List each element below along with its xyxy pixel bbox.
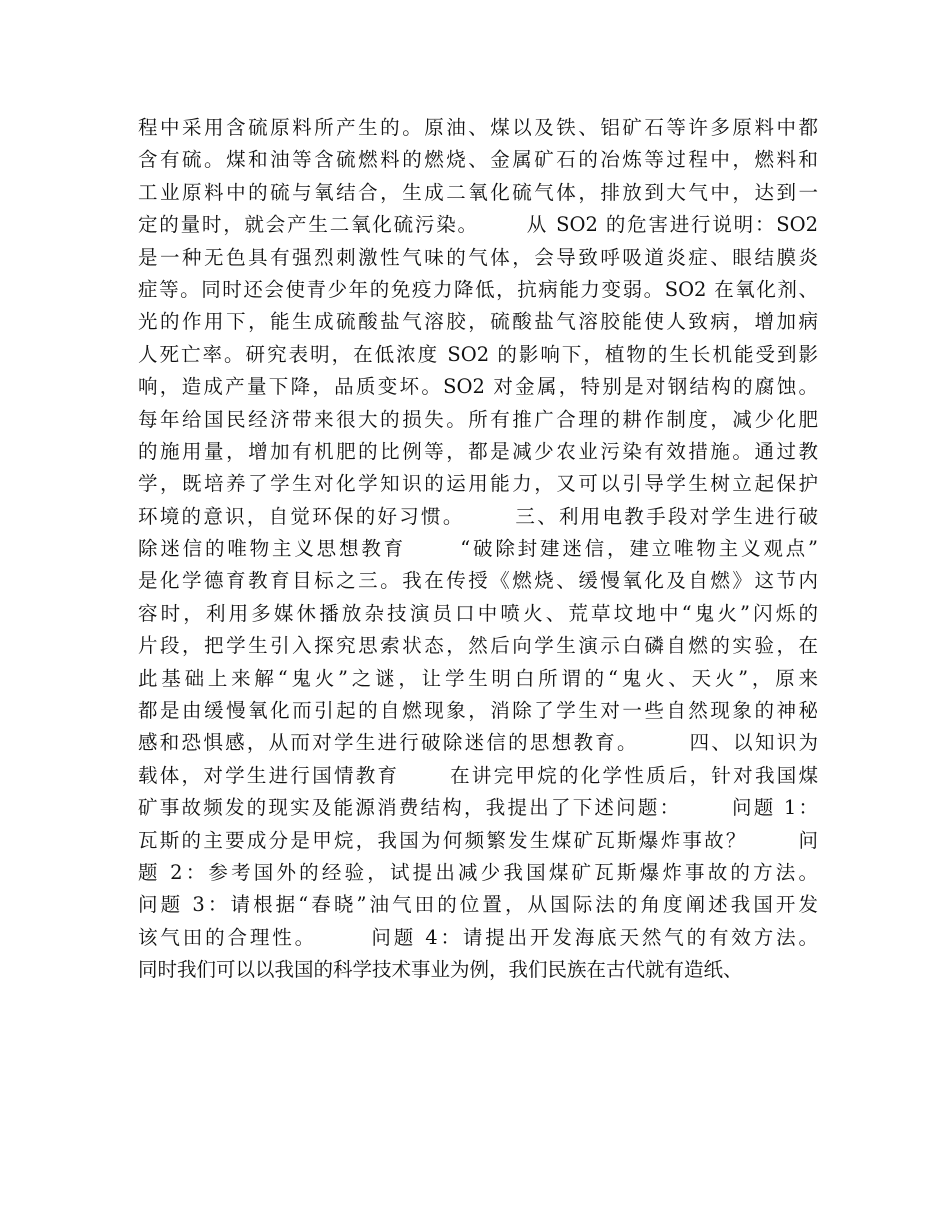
text-line: 瓦斯的主要成分是甲烷，我国为何频繁发生煤矿瓦斯爆炸事故？ 问: [138, 828, 818, 852]
text-line: 矿事故频发的现实及能源消费结构，我提出了下述问题： 问题 1：: [138, 796, 818, 820]
text-line: 问题 3：请根据“春晓”油气田的位置，从国际法的角度阐述我国开发: [138, 893, 818, 917]
text-line: 含有硫。煤和油等含硫燃料的燃烧、金属矿石的冶炼等过程中，燃料和: [138, 148, 818, 172]
text-line: 症等。同时还会使青少年的免疫力降低，抗病能力变弱。SO2 在氧化剂、: [138, 277, 818, 301]
text-line: 每年给国民经济带来很大的损失。所有推广合理的耕作制度，减少化肥: [138, 407, 818, 431]
text-line: 载体，对学生进行国情教育 在讲完甲烷的化学性质后，针对我国煤: [138, 763, 818, 787]
text-line: 环境的意识，自觉环保的好习惯。 三、利用电教手段对学生进行破: [138, 504, 818, 528]
text-line: 容时，利用多媒休播放杂技演员口中喷火、荒草坟地中“鬼火”闪烁的: [138, 601, 818, 625]
text-line: 题 2：参考国外的经验，试提出减少我国煤矿瓦斯爆炸事故的方法。: [138, 860, 818, 884]
text-line: 学，既培养了学生对化学知识的运用能力，又可以引导学生树立起保护: [138, 472, 818, 496]
body-text: [138, 112, 818, 987]
text-line: 的施用量，增加有机肥的比例等，都是减少农业污染有效措施。通过教: [138, 439, 818, 463]
text-line: 感和恐惧感，从而对学生进行破除迷信的思想教育。 四、以知识为: [138, 731, 818, 755]
text-line: 人死亡率。研究表明，在低浓度 SO2 的影响下，植物的生长机能受到影: [138, 342, 818, 366]
text-line: 都是由缓慢氧化而引起的自燃现象，消除了学生对一些自然现象的神秘: [138, 699, 818, 723]
text-line: 是化学德育教育目标之三。我在传授《燃烧、缓慢氧化及自燃》这节内: [138, 569, 818, 593]
text-line: 光的作用下，能生成硫酸盐气溶胶，硫酸盐气溶胶能使人致病，增加病: [138, 310, 818, 334]
text-line: 此基础上来解“鬼火”之谜，让学生明白所谓的“鬼火、天火”，原来: [138, 666, 818, 690]
text-line: 片段，把学生引入探究思索状态，然后向学生演示白磷自燃的实验，在: [138, 634, 818, 658]
text-line: 响，造成产量下降，品质变坏。SO2 对金属，特别是对钢结构的腐蚀。: [138, 375, 818, 399]
text-line: 同时我们可以以我国的科学技术事业为例，我们民族在古代就有造纸、: [138, 958, 743, 982]
text-line: 该气田的合理性。 问题 4：请提出开发海底天然气的有效方法。: [138, 925, 818, 949]
text-line: 工业原料中的硫与氧结合，生成二氧化硫气体，排放到大气中，达到一: [138, 180, 818, 204]
text-line: 是一种无色具有强烈刺激性气味的气体，会导致呼吸道炎症、眼结膜炎: [138, 245, 818, 269]
text-line: 定的量时，就会产生二氧化硫污染。 从 SO2 的危害进行说明：SO2: [138, 213, 818, 237]
text-line: 程中采用含硫原料所产生的。原油、煤以及铁、铝矿石等许多原料中都: [138, 116, 818, 139]
text-line: 除迷信的唯物主义思想教育 “破除封建迷信，建立唯物主义观点”: [138, 537, 818, 561]
